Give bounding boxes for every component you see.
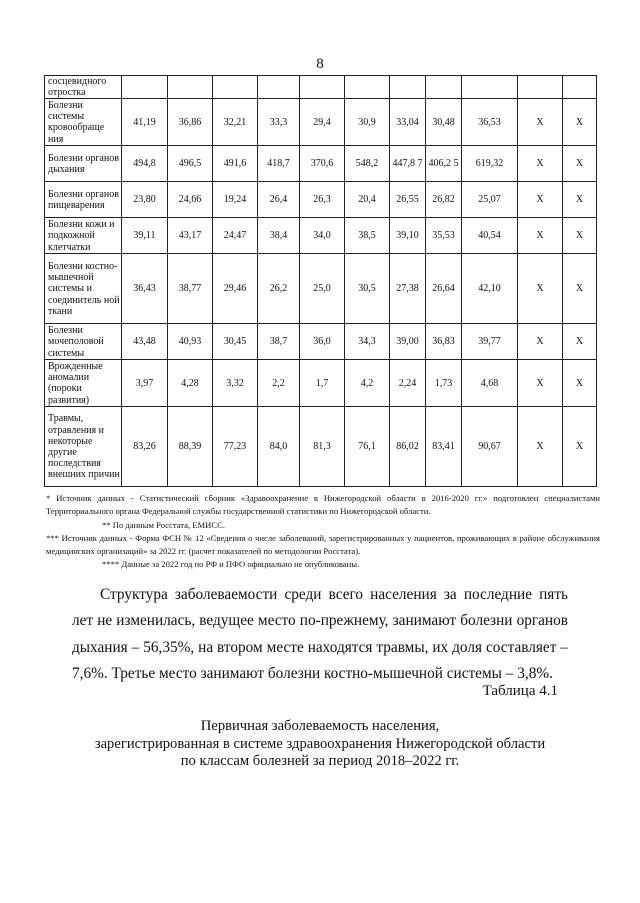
body-paragraph: Структура заболеваемости среди всего населения за последние пять лет не изменилась, ведущее место по-прежнему, занимают болезни органов дыхания – 56,35%, на втором месте находятся травмы, их доля составляет – 7,6%. Третье место занимают болезни костно-мышечной системы – 3,8%.: [72, 586, 568, 683]
table-row: [45, 254, 597, 324]
table-cell: 27,38: [390, 254, 426, 324]
table-cell: 35,53: [426, 218, 462, 254]
table-cell: [563, 76, 597, 99]
table-cell: 30,9: [345, 99, 390, 146]
table-cell: X: [518, 254, 563, 324]
table-cell: X: [563, 360, 597, 407]
table-cell: X: [563, 407, 597, 487]
table-cell: 36,86: [168, 99, 213, 146]
table-cell: 26,3: [300, 182, 345, 218]
table-cell: [213, 76, 258, 99]
table-cell: X: [563, 218, 597, 254]
table-cell: 39,11: [122, 218, 168, 254]
row-label: Болезни органов пищеварения: [45, 182, 122, 218]
table-cell: X: [563, 182, 597, 218]
table-cell: 26,2: [258, 254, 300, 324]
table-cell: 30,5: [345, 254, 390, 324]
table-cell: [518, 76, 563, 99]
table-cell: 3,97: [122, 360, 168, 407]
table-cell: [390, 76, 426, 99]
table-cell: 447,8 7: [390, 146, 426, 182]
table-cell: 26,4: [258, 182, 300, 218]
table-cell: 90,67: [462, 407, 518, 487]
table-cell: 370,6: [300, 146, 345, 182]
table-cell: 494,8: [122, 146, 168, 182]
table-cell: X: [563, 146, 597, 182]
table-cell: X: [518, 360, 563, 407]
table-cell: 38,7: [258, 324, 300, 360]
table-cell: 39,00: [390, 324, 426, 360]
table-footnotes: [46, 492, 600, 572]
table-cell: 38,77: [168, 254, 213, 324]
table-row: [45, 99, 597, 146]
table-cell: 418,7: [258, 146, 300, 182]
morbidity-table: [44, 75, 597, 487]
row-label: сосцевидного отростка: [45, 76, 122, 99]
table-cell: 1,7: [300, 360, 345, 407]
table-title-line: Первичная заболеваемость населения,: [200, 718, 440, 734]
footnote-form-12: *** Источник данных - Форма ФСН № 12 «Сведения о числе заболеваний, зарегистрированных у пациентов, проживающих в районе обслуживания медицинских организаций» за 2022 гг. (расчет показателей по методологии Росстата).: [46, 532, 600, 557]
table-cell: 34,3: [345, 324, 390, 360]
table-cell: X: [518, 182, 563, 218]
table-row: [45, 407, 597, 487]
table-cell: 36,0: [300, 324, 345, 360]
row-label: Болезни кожи и подкожной клетчатки: [45, 218, 122, 254]
table-cell: 33,3: [258, 99, 300, 146]
table-cell: 4,28: [168, 360, 213, 407]
table-cell: 496,5: [168, 146, 213, 182]
table-cell: 41,19: [122, 99, 168, 146]
table-cell: 24,47: [213, 218, 258, 254]
table-cell: X: [518, 146, 563, 182]
table-title-line: зарегистрированная в системе здравоохранения Нижегородской области: [94, 735, 546, 752]
table-title-line: по классам болезней за период 2018–2022 гг.: [180, 753, 460, 770]
table-cell: 1,73: [426, 360, 462, 407]
table-cell: 36,43: [122, 254, 168, 324]
row-label: Болезни костно-мышечной системы и соединитель ной ткани: [45, 254, 122, 324]
table-cell: X: [563, 254, 597, 324]
table-cell: 25,07: [462, 182, 518, 218]
table-cell: 83,41: [426, 407, 462, 487]
table-row: [45, 76, 597, 99]
table-cell: 30,48: [426, 99, 462, 146]
footnote-not-published: **** Данные за 2022 год по РФ и ПФО официально не опубликованы.: [102, 559, 360, 570]
table-cell: 20,4: [345, 182, 390, 218]
row-label: Болезни системы кровообраще ния: [45, 99, 122, 146]
table-cell: 30,45: [213, 324, 258, 360]
table-row: [45, 182, 597, 218]
table-cell: 43,17: [168, 218, 213, 254]
table-cell: 29,4: [300, 99, 345, 146]
table-cell: 76,1: [345, 407, 390, 487]
table-cell: 33,04: [390, 99, 426, 146]
table-cell: 3,32: [213, 360, 258, 407]
table-cell: 38,4: [258, 218, 300, 254]
table-cell: X: [518, 407, 563, 487]
table-cell: 77,23: [213, 407, 258, 487]
footnote-rosstat: ** По данным Росстата, ЕМИСС.: [102, 519, 225, 530]
table-row: [45, 146, 597, 182]
table-cell: [300, 76, 345, 99]
table-cell: 40,93: [168, 324, 213, 360]
table-cell: [426, 76, 462, 99]
table-cell: [462, 76, 518, 99]
table-cell: [345, 76, 390, 99]
table-cell: 4,2: [345, 360, 390, 407]
table-cell: 88,39: [168, 407, 213, 487]
table-cell: 26,82: [426, 182, 462, 218]
table-cell: 43,48: [122, 324, 168, 360]
table-cell: 26,55: [390, 182, 426, 218]
table-title: [0, 718, 640, 771]
table-cell: 86,02: [390, 407, 426, 487]
table-cell: X: [563, 99, 597, 146]
footnote-source: * Источник данных - Статистический сборник «Здравоохранение в Нижегородской области в 2016-2020 гг.» подготовлен специалистами Территориального органа Федеральной службы государственной статистики по Нижегородской области.: [46, 493, 600, 517]
row-label: Врожденные аномалии (пороки развития): [45, 360, 122, 407]
table-cell: 619,32: [462, 146, 518, 182]
table-cell: [258, 76, 300, 99]
table-cell: 26,64: [426, 254, 462, 324]
row-label: Травмы, отравления и некоторые другие последствия внешних причин: [45, 407, 122, 487]
table-cell: 83,26: [122, 407, 168, 487]
table-cell: [122, 76, 168, 99]
page-number: 8: [316, 56, 324, 72]
table-cell: X: [518, 324, 563, 360]
table-cell: X: [563, 324, 597, 360]
table-cell: 39,10: [390, 218, 426, 254]
table-cell: 81,3: [300, 407, 345, 487]
table-cell: 39,77: [462, 324, 518, 360]
table-cell: 38,5: [345, 218, 390, 254]
table-cell: 406,2 5: [426, 146, 462, 182]
table-row: [45, 360, 597, 407]
table-cell: 491,6: [213, 146, 258, 182]
table-cell: 29,46: [213, 254, 258, 324]
table-cell: 2,2: [258, 360, 300, 407]
table-cell: 40,54: [462, 218, 518, 254]
table-cell: 548,2: [345, 146, 390, 182]
table-cell: 24,66: [168, 182, 213, 218]
table-cell: X: [518, 99, 563, 146]
table-cell: 84,0: [258, 407, 300, 487]
table-cell: X: [518, 218, 563, 254]
table-row: [45, 324, 597, 360]
table-cell: 36,53: [462, 99, 518, 146]
table-cell: 19,24: [213, 182, 258, 218]
table-caption: Таблица 4.1: [482, 683, 558, 699]
table-cell: 34,0: [300, 218, 345, 254]
row-label: Болезни мочеполовой системы: [45, 324, 122, 360]
table-cell: 36,83: [426, 324, 462, 360]
table-cell: 32,21: [213, 99, 258, 146]
table-cell: 25,0: [300, 254, 345, 324]
table-row: [45, 218, 597, 254]
table-cell: [168, 76, 213, 99]
table-cell: 23,80: [122, 182, 168, 218]
row-label: Болезни органов дыхания: [45, 146, 122, 182]
table-cell: 2,24: [390, 360, 426, 407]
table-cell: 4,68: [462, 360, 518, 407]
table-cell: 42,10: [462, 254, 518, 324]
